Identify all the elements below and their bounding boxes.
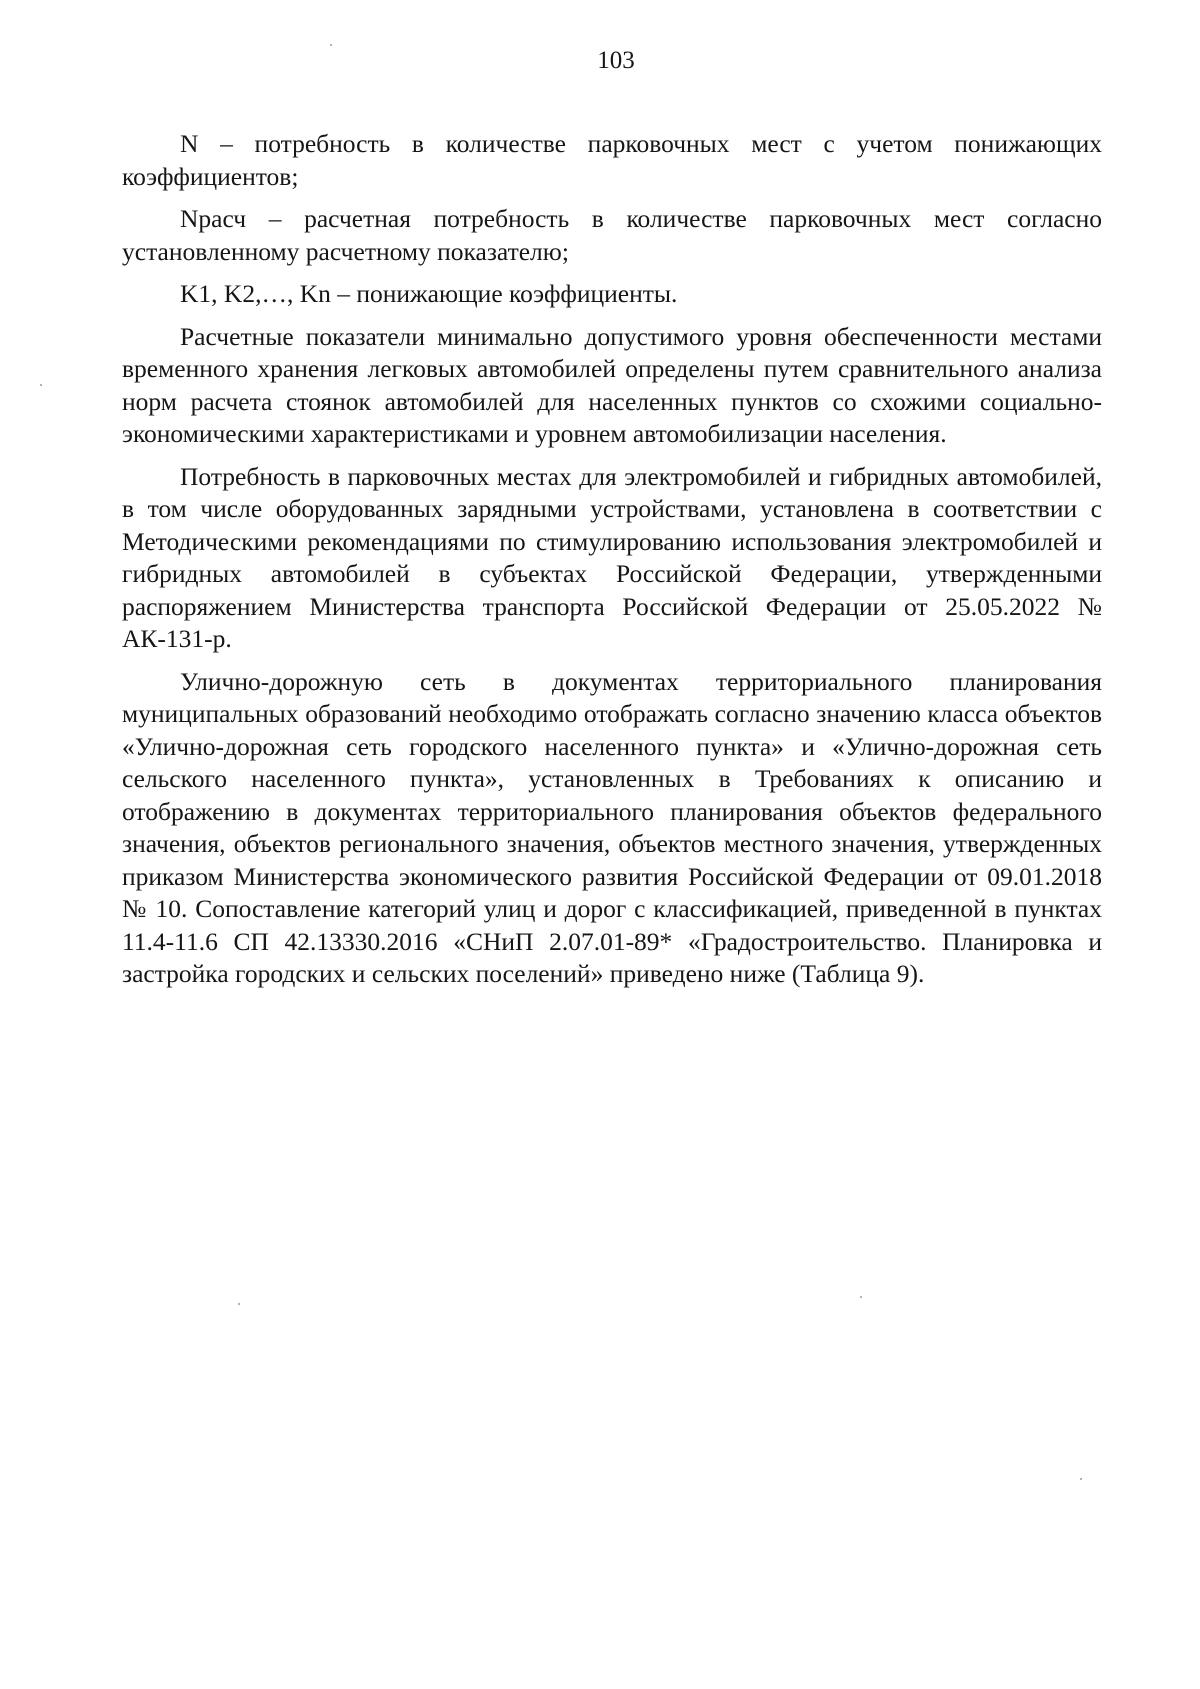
definition-coefficients: K1, K2,…, Kn – понижающие коэффициенты. xyxy=(180,279,678,308)
definition-n-calc: Nрасч – расчетная потребность в количестве парковочных мест согласно установленному расчетному показателю; xyxy=(122,204,1102,266)
paragraph-calculation-indicators: Расчетные показатели минимально допустимого уровня обеспеченности местами временного хранения легковых автомобилей определены путем сравнительного анализа норм расчета стоянок автомобилей для населенных пунктов со схожими социально-экономическими характеристиками и уровнем автомобилизации населения. xyxy=(122,321,1102,448)
scan-speck xyxy=(330,44,332,46)
page-number: 103 xyxy=(597,47,635,74)
scan-speck xyxy=(40,384,42,386)
scan-speck xyxy=(238,1303,240,1305)
scan-speck xyxy=(1080,1478,1082,1480)
body-text xyxy=(122,128,1102,1001)
paragraph-street-network: Улично-дорожную сеть в документах территориального планирования муниципальных образований необходимо отображать согласно значению класса объектов «Улично-дорожная сеть городского населенного пункта» и «Улично-дорожная сеть сельского населенного пункта», установленных в Требованиях к описанию и отображению в документах территориального планирования объектов федерального значения, объектов регионального значения, объектов местного значения, утвержденных приказом Министерства экономического развития Российской Федерации от 09.01.2018 № 10. Сопоставление категорий улиц и дорог с классификацией, приведенной в пунктах 11.4-11.6 СП 42.13330.2016 «СНиП 2.07.01-89* «Градостроительство. Планировка и застройка городских и сельских поселений» приведено ниже (Таблица 9). xyxy=(122,666,1102,988)
scan-speck xyxy=(860,1296,862,1298)
definition-n: N – потребность в количестве парковочных мест с учетом понижающих коэффициентов; xyxy=(122,129,1102,191)
paragraph-electric-vehicles: Потребность в парковочных местах для электромобилей и гибридных автомобилей, в том числе оборудованных зарядными устройствами, установлена в соответствии с Методическими рекомендациями по стимулированию использования электромобилей и гибридных автомобилей в субъектах Российской Федерации, утвержденными распоряжением Министерства транспорта Российской Федерации от 25.05.2022 № АК-131-р. xyxy=(122,461,1102,653)
